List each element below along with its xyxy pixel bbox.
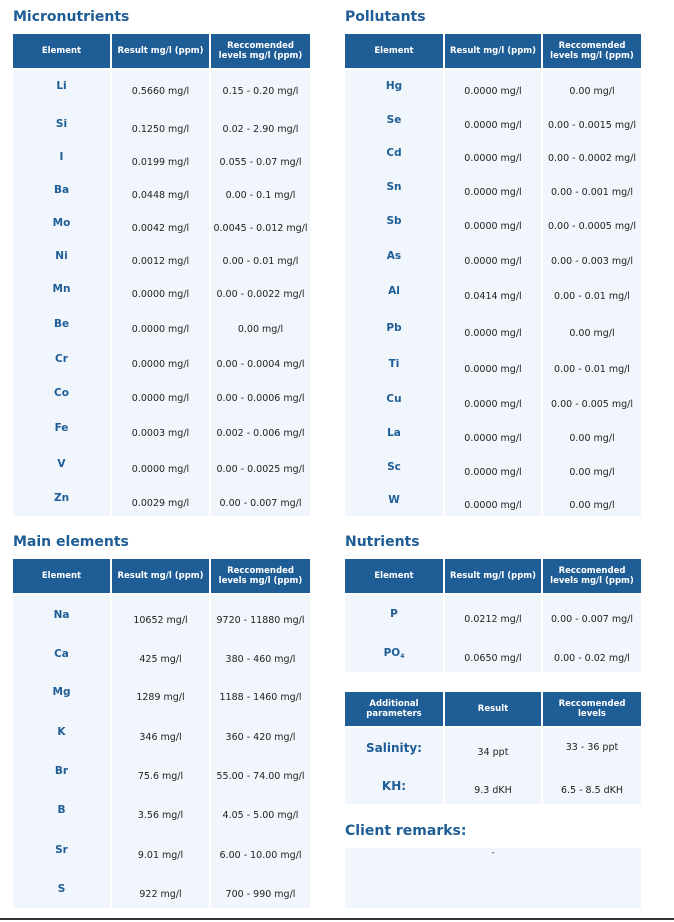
element-symbol (345, 608, 443, 620)
header-element: Element (345, 34, 443, 68)
element-symbol (345, 427, 443, 439)
element-symbol-text: Li (56, 80, 67, 92)
result-value: 0.0000 mg/l (131, 289, 190, 300)
recommended-value: 0.00 mg/l (569, 467, 615, 478)
recommended-value: 4.05 - 5.00 mg/l (222, 810, 299, 821)
element-symbol-text: Br (54, 765, 69, 777)
page-bottom-rule (0, 918, 674, 920)
element-symbol-text: Ca (54, 648, 69, 660)
recommended-value: 0.00 mg/l (569, 433, 615, 444)
recommended-value: 380 - 460 mg/l (225, 654, 296, 665)
element-symbol-text: Ni (55, 250, 68, 262)
element-symbol-text: Si (55, 118, 68, 130)
element-symbol-text: As (386, 250, 402, 262)
element-symbol (13, 609, 110, 621)
result-value: 0.0000 mg/l (464, 500, 522, 511)
result-value: 3.56 mg/l (137, 810, 184, 821)
recommended-value: 0.00 - 0.007 mg/l (219, 498, 302, 509)
recommended-value: 9720 - 11880 mg/l (216, 615, 305, 626)
column-element (13, 595, 110, 908)
result-value: 0.0000 mg/l (464, 153, 522, 164)
element-symbol-text: Salinity: (366, 741, 422, 755)
result-value: 0.0000 mg/l (131, 464, 190, 475)
result-value: 0.0000 mg/l (464, 221, 522, 232)
recommended-value: 0.00 - 0.0015 mg/l (547, 120, 636, 131)
element-symbol (13, 686, 110, 698)
element-symbol-text: La (387, 427, 401, 439)
element-symbol (345, 285, 443, 297)
result-value: 0.0000 mg/l (464, 364, 522, 375)
element-symbol (13, 283, 110, 295)
result-value: 75.6 mg/l (137, 771, 184, 782)
pollutants-title: Pollutants (345, 9, 426, 25)
recommended-value: 0.02 - 2.90 mg/l (222, 124, 299, 135)
element-symbol-text: KH: (381, 779, 407, 793)
recommended-value: 0.00 - 0.007 mg/l (551, 614, 633, 625)
element-symbol-text: Al (388, 285, 400, 297)
result-value: 0.0000 mg/l (464, 120, 522, 131)
header-additional-parameters: Additional parameters (345, 692, 443, 726)
header-result: Result mg/l (ppm) (445, 34, 541, 68)
header-result: Result mg/l (ppm) (112, 34, 209, 68)
header-result: Result (445, 692, 541, 726)
header-recommended: Reccomended levels mg/l (ppm) (543, 559, 641, 593)
header-result: Result mg/l (ppm) (112, 559, 209, 593)
element-symbol (13, 648, 110, 660)
client-remarks-box (345, 848, 641, 908)
client-remarks-text: - (491, 848, 495, 858)
recommended-value: 0.00 mg/l (569, 328, 615, 339)
header-element: Element (13, 559, 110, 593)
element-symbol (13, 422, 110, 434)
result-value: 0.0650 mg/l (464, 653, 522, 664)
element-symbol-text: V (57, 458, 66, 470)
client-remarks-title: Client remarks: (345, 823, 467, 839)
element-symbol (13, 353, 110, 365)
element-symbol-text: Sr (55, 844, 68, 856)
element-symbol (345, 80, 443, 92)
element-symbol (13, 726, 110, 738)
result-value: 0.0212 mg/l (464, 614, 522, 625)
header-element: Element (13, 34, 110, 68)
nutrients-table (345, 559, 641, 672)
header-element: Element (345, 559, 443, 593)
element-symbol (345, 393, 443, 405)
result-value: 0.0029 mg/l (131, 498, 190, 509)
element-symbol (13, 804, 110, 816)
element-symbol (13, 80, 110, 92)
recommended-value: 0.0045 - 0.012 mg/l (213, 223, 308, 234)
element-symbol-text: PO (383, 647, 401, 659)
recommended-value: 700 - 990 mg/l (225, 889, 296, 900)
recommended-value: 360 - 420 mg/l (225, 732, 296, 743)
element-symbol (345, 647, 443, 660)
element-symbol (13, 844, 110, 856)
element-symbol (13, 492, 110, 504)
element-symbol-text: W (388, 494, 400, 506)
micronutrients-table (13, 34, 310, 516)
result-value: 0.0199 mg/l (131, 157, 190, 168)
element-symbol-text: S (57, 883, 66, 895)
result-value: 0.0000 mg/l (464, 256, 522, 267)
element-symbol (13, 250, 110, 262)
recommended-value: 0.00 - 0.1 mg/l (225, 190, 296, 201)
parameter-label (345, 741, 443, 755)
element-symbol (345, 494, 443, 506)
header-recommended: Reccomended levels mg/l (ppm) (543, 34, 641, 68)
recommended-value: 0.00 - 0.0002 mg/l (547, 153, 636, 164)
result-value: 0.0000 mg/l (131, 324, 190, 335)
element-symbol (13, 118, 110, 130)
micronutrients-title: Micronutrients (13, 9, 130, 25)
recommended-value: 0.00 mg/l (569, 500, 615, 511)
recommended-value: 0.00 - 0.005 mg/l (551, 399, 633, 410)
element-subscript: 4 (400, 653, 405, 660)
element-symbol-text: Pb (386, 322, 402, 334)
recommended-value: 0.00 - 0.0005 mg/l (547, 221, 636, 232)
element-symbol-text: Cd (386, 147, 402, 159)
recommended-value: 33 - 36 ppt (565, 742, 619, 753)
recommended-value: 0.00 - 0.01 mg/l (222, 256, 299, 267)
recommended-value: 0.15 - 0.20 mg/l (222, 86, 299, 97)
element-symbol-text: Sc (387, 461, 401, 473)
column-element (345, 595, 443, 672)
recommended-value: 0.00 - 0.001 mg/l (551, 187, 633, 198)
main-elements-title: Main elements (13, 534, 129, 550)
main-elements-table (13, 559, 310, 908)
header-result: Result mg/l (ppm) (445, 559, 541, 593)
header-recommended: Reccomended levels mg/l (ppm) (211, 34, 310, 68)
element-symbol-text: Mn (52, 283, 71, 295)
element-symbol-text: P (390, 608, 398, 620)
element-symbol-text: Ti (388, 358, 400, 370)
element-symbol-text: Mg (52, 686, 71, 698)
result-value: 34 ppt (477, 747, 509, 758)
recommended-value: 0.00 mg/l (569, 86, 615, 97)
pollutants-table (345, 34, 641, 516)
element-symbol (345, 114, 443, 126)
recommended-value: 0.002 - 0.006 mg/l (216, 428, 305, 439)
recommended-value: 6.5 - 8.5 dKH (560, 785, 624, 796)
result-value: 9.3 dKH (474, 785, 512, 796)
element-symbol-text: B (57, 804, 66, 816)
element-symbol (13, 883, 110, 895)
recommended-value: 55.00 - 74.00 mg/l (216, 771, 305, 782)
element-symbol-text: K (57, 726, 66, 738)
element-symbol-text: I (59, 151, 64, 163)
element-symbol (13, 217, 110, 229)
element-symbol-text: Fe (54, 422, 69, 434)
element-symbol (13, 318, 110, 330)
result-value: 0.0012 mg/l (131, 256, 190, 267)
element-symbol (13, 387, 110, 399)
element-symbol-text: Sb (386, 215, 402, 227)
recommended-value: 0.00 - 0.0022 mg/l (216, 289, 305, 300)
element-symbol (345, 358, 443, 370)
recommended-value: 6.00 - 10.00 mg/l (219, 850, 302, 861)
result-value: 0.1250 mg/l (131, 124, 190, 135)
element-symbol-text: Mo (52, 217, 71, 229)
result-value: 9.01 mg/l (137, 850, 184, 861)
recommended-value: 0.00 mg/l (237, 324, 284, 335)
element-symbol-text: Cr (55, 353, 68, 365)
result-value: 10652 mg/l (133, 615, 188, 626)
element-symbol (345, 147, 443, 159)
nutrients-title: Nutrients (345, 534, 420, 550)
element-symbol-text: Se (386, 114, 402, 126)
recommended-value: 0.00 - 0.0025 mg/l (216, 464, 305, 475)
recommended-value: 0.00 - 0.01 mg/l (554, 364, 630, 375)
element-symbol (345, 181, 443, 193)
result-value: 922 mg/l (139, 889, 182, 900)
element-symbol (13, 458, 110, 470)
result-value: 0.0000 mg/l (464, 328, 522, 339)
element-symbol-text: Cu (386, 393, 402, 405)
element-symbol-text: Na (53, 609, 70, 621)
column-result (112, 595, 209, 908)
element-symbol (345, 461, 443, 473)
result-value: 346 mg/l (139, 732, 182, 743)
result-value: 0.0448 mg/l (131, 190, 190, 201)
element-symbol (13, 151, 110, 163)
element-symbol-text: Ba (53, 184, 70, 196)
result-value: 0.0000 mg/l (464, 86, 522, 97)
result-value: 0.0000 mg/l (464, 399, 522, 410)
result-value: 0.0000 mg/l (464, 187, 522, 198)
recommended-value: 0.00 - 0.01 mg/l (554, 291, 630, 302)
recommended-value: 0.00 - 0.003 mg/l (551, 256, 633, 267)
element-symbol-text: Co (54, 387, 69, 399)
header-recommended: Reccomended levels (543, 692, 641, 726)
parameter-label (345, 779, 443, 793)
element-symbol (13, 184, 110, 196)
result-value: 0.0000 mg/l (131, 393, 190, 404)
column-recommended (211, 595, 310, 908)
result-value: 0.5660 mg/l (131, 86, 190, 97)
recommended-value: 0.00 - 0.0004 mg/l (216, 359, 305, 370)
element-symbol-text: Zn (53, 492, 70, 504)
element-symbol-text: Hg (385, 80, 403, 92)
recommended-value: 0.00 - 0.02 mg/l (554, 653, 630, 664)
element-symbol (345, 250, 443, 262)
result-value: 1289 mg/l (136, 692, 185, 703)
element-symbol-text: Be (53, 318, 70, 330)
element-symbol (345, 322, 443, 334)
recommended-value: 1188 - 1460 mg/l (219, 692, 302, 703)
result-value: 0.0414 mg/l (464, 291, 522, 302)
result-value: 0.0000 mg/l (464, 467, 522, 478)
result-value: 0.0000 mg/l (131, 359, 190, 370)
result-value: 425 mg/l (139, 654, 182, 665)
result-value: 0.0000 mg/l (464, 433, 522, 444)
element-symbol-text: Sn (386, 181, 402, 193)
element-symbol (13, 765, 110, 777)
recommended-value: 0.055 - 0.07 mg/l (219, 157, 302, 168)
header-recommended: Reccomended levels mg/l (ppm) (211, 559, 310, 593)
element-symbol (345, 215, 443, 227)
additional-parameters-table (345, 692, 641, 804)
recommended-value: 0.00 - 0.0006 mg/l (216, 393, 305, 404)
result-value: 0.0003 mg/l (131, 428, 190, 439)
result-value: 0.0042 mg/l (131, 223, 190, 234)
